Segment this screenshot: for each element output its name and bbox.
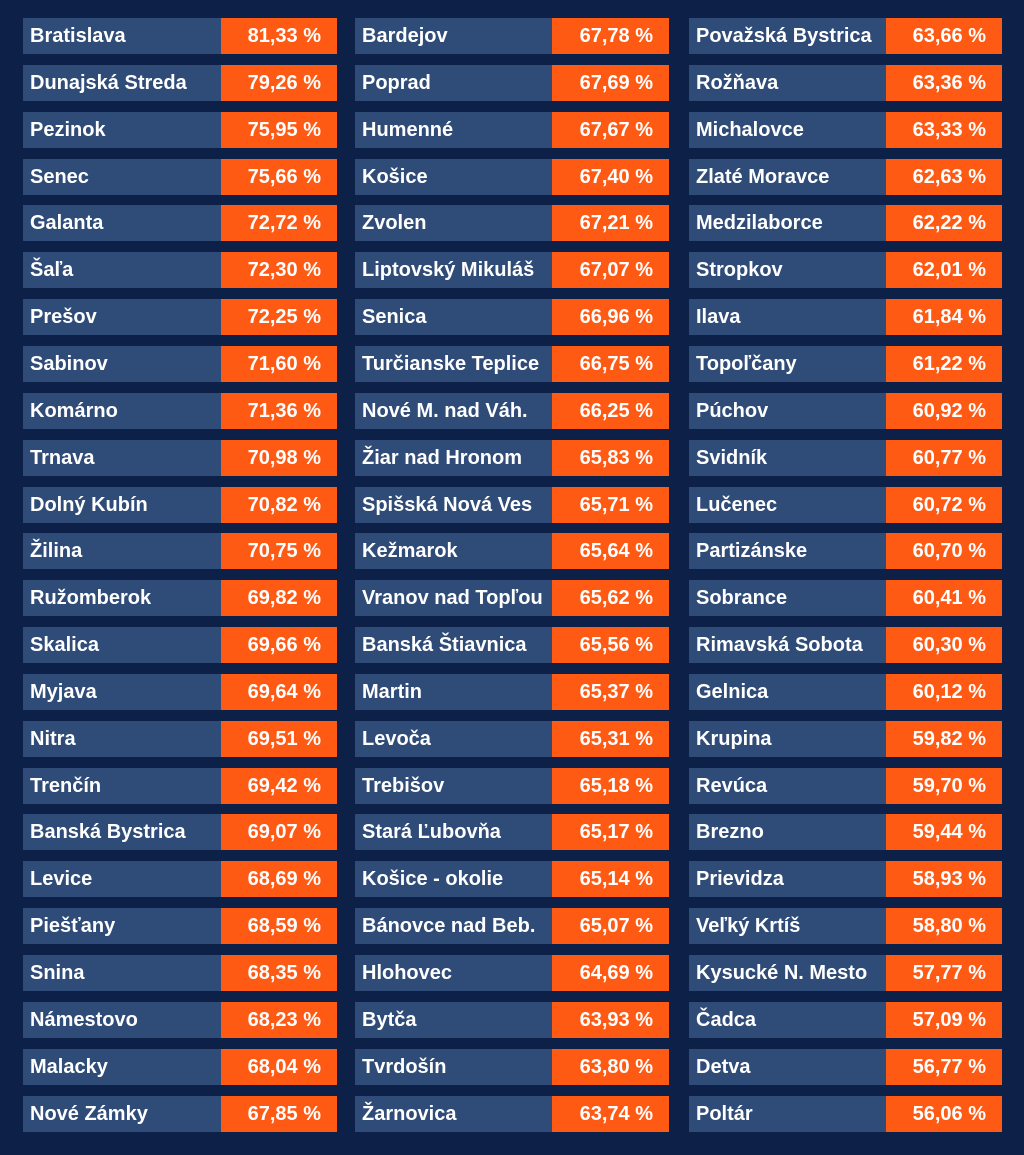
district-name: Nové M. nad Váh. xyxy=(355,393,552,429)
district-name: Stará Ľubovňa xyxy=(355,814,552,850)
district-value: 68,35 % xyxy=(221,955,337,991)
table-row xyxy=(355,1049,669,1085)
district-value: 65,56 % xyxy=(552,627,669,663)
table-row xyxy=(23,533,337,569)
district-value: 59,44 % xyxy=(886,814,1002,850)
table-row xyxy=(23,908,337,944)
district-value: 63,66 % xyxy=(886,18,1002,54)
district-name: Rimavská Sobota xyxy=(689,627,886,663)
district-value: 63,93 % xyxy=(552,1002,669,1038)
district-value: 69,42 % xyxy=(221,768,337,804)
district-name: Michalovce xyxy=(689,112,886,148)
table-row xyxy=(23,440,337,476)
district-name: Banská Štiavnica xyxy=(355,627,552,663)
district-name: Topoľčany xyxy=(689,346,886,382)
district-value: 58,93 % xyxy=(886,861,1002,897)
table-row xyxy=(355,65,669,101)
table-row xyxy=(23,955,337,991)
district-name: Poltár xyxy=(689,1096,886,1132)
district-name: Medzilaborce xyxy=(689,205,886,241)
district-value: 60,30 % xyxy=(886,627,1002,663)
district-name: Žilina xyxy=(23,533,221,569)
table-row xyxy=(355,18,669,54)
district-name: Myjava xyxy=(23,674,221,710)
district-value: 65,37 % xyxy=(552,674,669,710)
district-name: Dunajská Streda xyxy=(23,65,221,101)
district-value: 81,33 % xyxy=(221,18,337,54)
district-name: Pezinok xyxy=(23,112,221,148)
district-name: Sabinov xyxy=(23,346,221,382)
district-value: 59,70 % xyxy=(886,768,1002,804)
table-row xyxy=(689,1002,1002,1038)
table-row xyxy=(689,112,1002,148)
table-row xyxy=(355,159,669,195)
district-value: 70,98 % xyxy=(221,440,337,476)
district-value: 60,41 % xyxy=(886,580,1002,616)
table-row xyxy=(689,252,1002,288)
district-name: Senec xyxy=(23,159,221,195)
district-value: 68,59 % xyxy=(221,908,337,944)
district-name: Levoča xyxy=(355,721,552,757)
district-value: 56,77 % xyxy=(886,1049,1002,1085)
table-row xyxy=(689,393,1002,429)
district-value: 72,25 % xyxy=(221,299,337,335)
district-name: Detva xyxy=(689,1049,886,1085)
district-name: Senica xyxy=(355,299,552,335)
district-value: 58,80 % xyxy=(886,908,1002,944)
table-row xyxy=(355,533,669,569)
district-value: 65,31 % xyxy=(552,721,669,757)
district-value: 65,83 % xyxy=(552,440,669,476)
district-name: Snina xyxy=(23,955,221,991)
table-row xyxy=(355,487,669,523)
district-name: Spišská Nová Ves xyxy=(355,487,552,523)
table-row xyxy=(689,533,1002,569)
district-value: 67,85 % xyxy=(221,1096,337,1132)
district-name: Košice xyxy=(355,159,552,195)
table-row xyxy=(23,721,337,757)
district-value: 65,18 % xyxy=(552,768,669,804)
table-row xyxy=(355,627,669,663)
district-name: Zlaté Moravce xyxy=(689,159,886,195)
district-name: Nové Zámky xyxy=(23,1096,221,1132)
district-value: 68,69 % xyxy=(221,861,337,897)
table-row xyxy=(689,440,1002,476)
table-row xyxy=(355,1002,669,1038)
table-row xyxy=(689,674,1002,710)
table-row xyxy=(23,299,337,335)
district-name: Revúca xyxy=(689,768,886,804)
district-value: 66,25 % xyxy=(552,393,669,429)
table-row xyxy=(355,205,669,241)
district-value: 79,26 % xyxy=(221,65,337,101)
table-row xyxy=(23,814,337,850)
district-value: 69,64 % xyxy=(221,674,337,710)
table-row xyxy=(689,18,1002,54)
table-row xyxy=(23,18,337,54)
district-name: Púchov xyxy=(689,393,886,429)
table-row xyxy=(355,393,669,429)
table-row xyxy=(355,814,669,850)
district-value: 60,77 % xyxy=(886,440,1002,476)
district-name: Žiar nad Hronom xyxy=(355,440,552,476)
district-value: 69,51 % xyxy=(221,721,337,757)
district-name: Ilava xyxy=(689,299,886,335)
table-row xyxy=(23,580,337,616)
district-name: Martin xyxy=(355,674,552,710)
district-value: 56,06 % xyxy=(886,1096,1002,1132)
district-value: 63,80 % xyxy=(552,1049,669,1085)
district-name: Žarnovica xyxy=(355,1096,552,1132)
table-row xyxy=(355,346,669,382)
district-value: 63,74 % xyxy=(552,1096,669,1132)
district-value: 60,92 % xyxy=(886,393,1002,429)
district-name: Bardejov xyxy=(355,18,552,54)
district-value: 67,21 % xyxy=(552,205,669,241)
district-name: Malacky xyxy=(23,1049,221,1085)
district-value: 69,66 % xyxy=(221,627,337,663)
district-name: Hlohovec xyxy=(355,955,552,991)
district-value: 62,63 % xyxy=(886,159,1002,195)
district-name: Tvrdošín xyxy=(355,1049,552,1085)
table-row xyxy=(23,1049,337,1085)
district-value: 71,60 % xyxy=(221,346,337,382)
table-row xyxy=(355,721,669,757)
table-row xyxy=(689,955,1002,991)
table-row xyxy=(23,112,337,148)
district-name: Partizánske xyxy=(689,533,886,569)
table-column-1 xyxy=(23,0,337,1155)
district-value: 67,69 % xyxy=(552,65,669,101)
table-row xyxy=(355,955,669,991)
district-value: 70,75 % xyxy=(221,533,337,569)
district-value: 65,14 % xyxy=(552,861,669,897)
district-name: Trebišov xyxy=(355,768,552,804)
table-row xyxy=(689,814,1002,850)
table-row xyxy=(689,159,1002,195)
table-row xyxy=(355,768,669,804)
table-row xyxy=(355,674,669,710)
district-name: Šaľa xyxy=(23,252,221,288)
table-row xyxy=(23,65,337,101)
district-value: 71,36 % xyxy=(221,393,337,429)
table-row xyxy=(23,346,337,382)
table-row xyxy=(689,908,1002,944)
district-value: 69,07 % xyxy=(221,814,337,850)
table-row xyxy=(689,721,1002,757)
district-value: 66,75 % xyxy=(552,346,669,382)
district-name: Banská Bystrica xyxy=(23,814,221,850)
district-value: 61,22 % xyxy=(886,346,1002,382)
district-value: 72,72 % xyxy=(221,205,337,241)
table-row xyxy=(23,487,337,523)
district-value: 75,95 % xyxy=(221,112,337,148)
table-row xyxy=(689,65,1002,101)
table-row xyxy=(355,580,669,616)
table-row xyxy=(23,393,337,429)
district-value: 57,09 % xyxy=(886,1002,1002,1038)
district-value: 67,78 % xyxy=(552,18,669,54)
table-row xyxy=(689,768,1002,804)
district-name: Kežmarok xyxy=(355,533,552,569)
district-name: Rožňava xyxy=(689,65,886,101)
district-name: Gelnica xyxy=(689,674,886,710)
district-value: 68,23 % xyxy=(221,1002,337,1038)
district-name: Galanta xyxy=(23,205,221,241)
district-value: 68,04 % xyxy=(221,1049,337,1085)
table-row xyxy=(689,346,1002,382)
district-name: Brezno xyxy=(689,814,886,850)
district-value: 65,64 % xyxy=(552,533,669,569)
table-row xyxy=(355,299,669,335)
table-column-2 xyxy=(355,0,669,1155)
district-name: Nitra xyxy=(23,721,221,757)
district-value: 70,82 % xyxy=(221,487,337,523)
district-value: 63,36 % xyxy=(886,65,1002,101)
district-name: Skalica xyxy=(23,627,221,663)
district-value: 60,72 % xyxy=(886,487,1002,523)
district-value: 67,07 % xyxy=(552,252,669,288)
district-name: Kysucké N. Mesto xyxy=(689,955,886,991)
table-row xyxy=(355,908,669,944)
district-name: Zvolen xyxy=(355,205,552,241)
table-row xyxy=(689,1096,1002,1132)
district-name: Krupina xyxy=(689,721,886,757)
district-name: Liptovský Mikuláš xyxy=(355,252,552,288)
table-row xyxy=(23,1002,337,1038)
district-name: Považská Bystrica xyxy=(689,18,886,54)
district-name: Komárno xyxy=(23,393,221,429)
district-value: 63,33 % xyxy=(886,112,1002,148)
table-row xyxy=(23,159,337,195)
district-name: Sobrance xyxy=(689,580,886,616)
table-row xyxy=(689,580,1002,616)
district-value: 60,70 % xyxy=(886,533,1002,569)
district-name: Ružomberok xyxy=(23,580,221,616)
district-value: 65,62 % xyxy=(552,580,669,616)
district-name: Trnava xyxy=(23,440,221,476)
table-row xyxy=(23,205,337,241)
table-row xyxy=(689,205,1002,241)
table-row xyxy=(689,1049,1002,1085)
table-row xyxy=(23,674,337,710)
district-name: Veľký Krtíš xyxy=(689,908,886,944)
district-name: Dolný Kubín xyxy=(23,487,221,523)
district-name: Levice xyxy=(23,861,221,897)
table-row xyxy=(355,861,669,897)
district-value: 62,01 % xyxy=(886,252,1002,288)
district-name: Bánovce nad Beb. xyxy=(355,908,552,944)
district-value: 65,71 % xyxy=(552,487,669,523)
district-name: Svidník xyxy=(689,440,886,476)
district-name: Košice - okolie xyxy=(355,861,552,897)
district-name: Humenné xyxy=(355,112,552,148)
district-value: 64,69 % xyxy=(552,955,669,991)
district-name: Piešťany xyxy=(23,908,221,944)
district-value: 67,67 % xyxy=(552,112,669,148)
table-row xyxy=(689,627,1002,663)
table-row xyxy=(355,440,669,476)
district-value: 65,17 % xyxy=(552,814,669,850)
table-row xyxy=(355,112,669,148)
district-name: Prievidza xyxy=(689,861,886,897)
district-value: 57,77 % xyxy=(886,955,1002,991)
table-row xyxy=(23,627,337,663)
table-row xyxy=(23,252,337,288)
district-name: Prešov xyxy=(23,299,221,335)
district-value: 62,22 % xyxy=(886,205,1002,241)
table-row xyxy=(689,299,1002,335)
district-name: Vranov nad Topľou xyxy=(355,580,552,616)
table-row xyxy=(689,861,1002,897)
district-name: Stropkov xyxy=(689,252,886,288)
district-value: 67,40 % xyxy=(552,159,669,195)
district-value: 60,12 % xyxy=(886,674,1002,710)
district-name: Čadca xyxy=(689,1002,886,1038)
table-row xyxy=(23,768,337,804)
district-value: 65,07 % xyxy=(552,908,669,944)
table-column-3 xyxy=(689,0,1002,1155)
district-name: Turčianske Teplice xyxy=(355,346,552,382)
district-name: Bytča xyxy=(355,1002,552,1038)
district-value: 75,66 % xyxy=(221,159,337,195)
table-row xyxy=(355,252,669,288)
table-row xyxy=(23,861,337,897)
district-name: Poprad xyxy=(355,65,552,101)
district-name: Bratislava xyxy=(23,18,221,54)
district-value: 69,82 % xyxy=(221,580,337,616)
table-row xyxy=(355,1096,669,1132)
table-row xyxy=(689,487,1002,523)
district-value: 59,82 % xyxy=(886,721,1002,757)
district-name: Námestovo xyxy=(23,1002,221,1038)
table-row xyxy=(23,1096,337,1132)
district-name: Lučenec xyxy=(689,487,886,523)
district-value: 72,30 % xyxy=(221,252,337,288)
district-name: Trenčín xyxy=(23,768,221,804)
district-value: 66,96 % xyxy=(552,299,669,335)
district-value: 61,84 % xyxy=(886,299,1002,335)
